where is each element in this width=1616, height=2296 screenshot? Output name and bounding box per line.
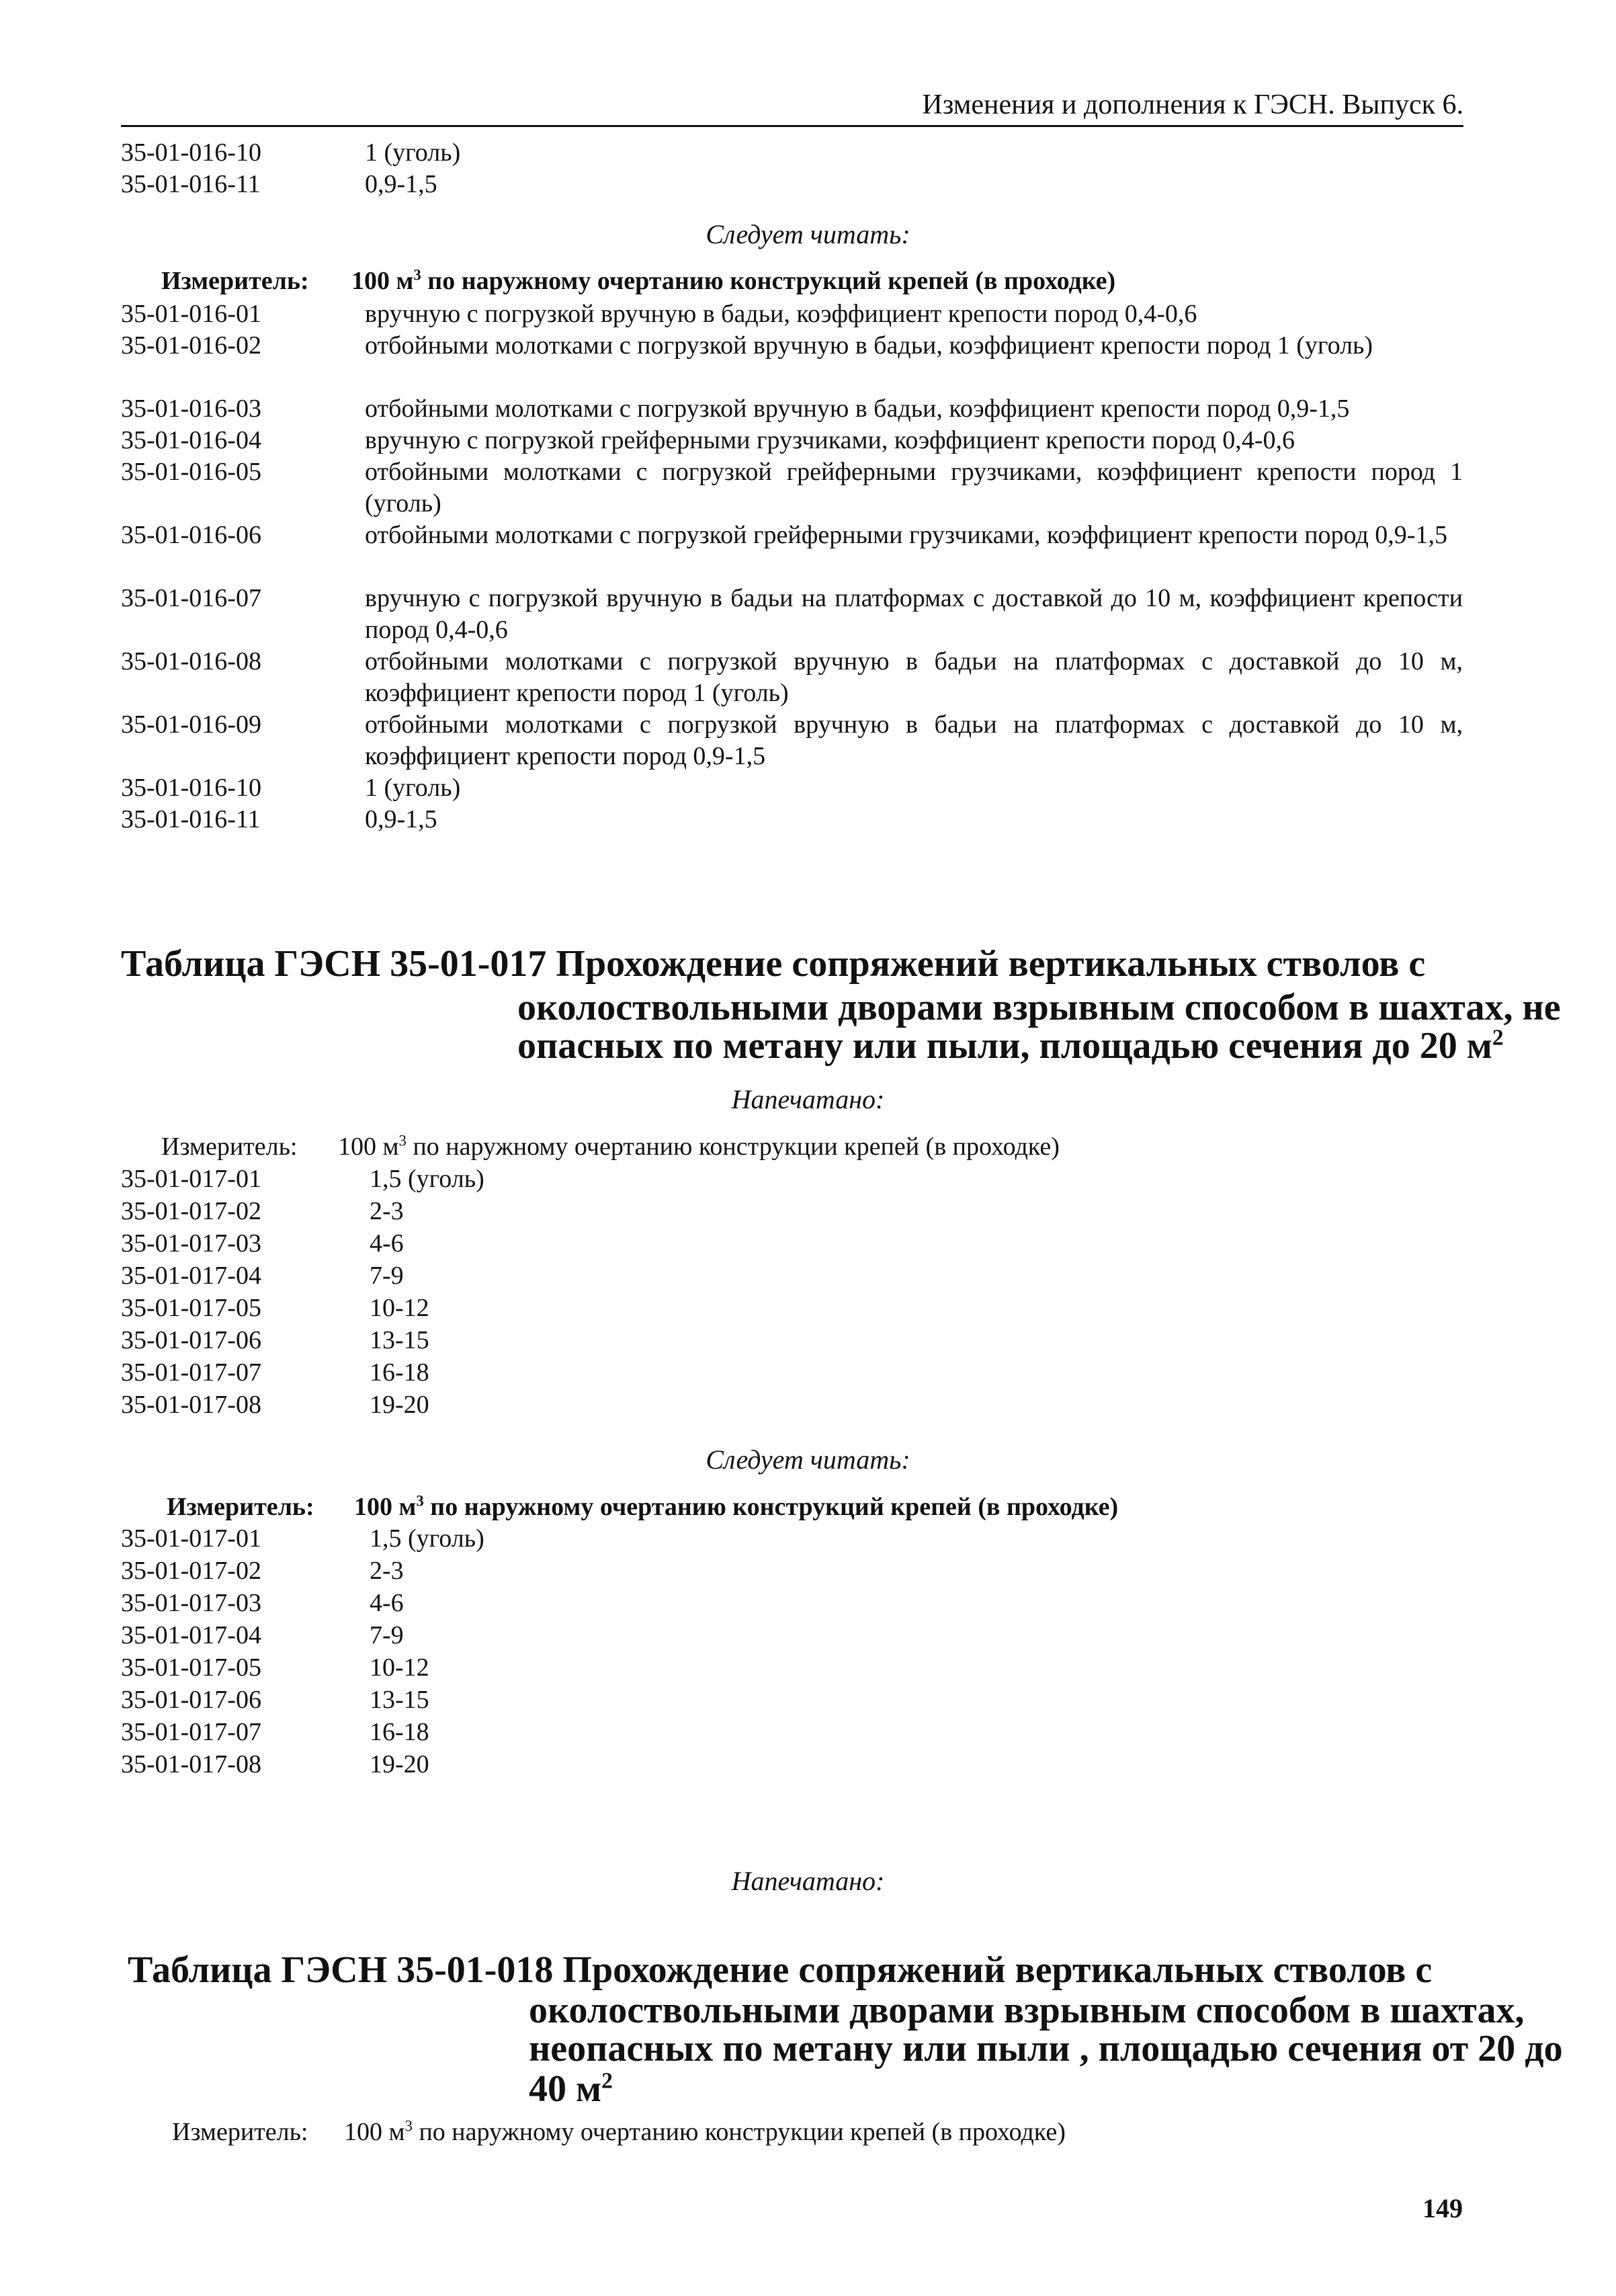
should-read-label: Следует читать: (706, 1444, 910, 1475)
norm-code: 35-01-017-03 (121, 1589, 261, 1617)
measure-line (161, 1132, 298, 1161)
measure-line (161, 266, 309, 296)
norm-code: 35-01-016-06 (121, 521, 261, 549)
norm-desc: 19-20 (370, 1750, 429, 1778)
norm-desc: 0,9-1,5 (365, 805, 437, 833)
measure-label: Измеритель: (161, 267, 309, 295)
norm-code: 35-01-017-01 (121, 1165, 261, 1193)
page-number: 149 (1422, 2193, 1463, 2223)
norm-code: 35-01-017-02 (121, 1197, 261, 1225)
table-title-018-line2: околоствольными дворами взрывным способом в шахтах, (529, 1990, 1525, 2031)
norm-desc: вручную с погрузкой вручную в бадьи на платформах с доставкой до 10 м, коэффициент крепости пород 0,4-0,6 (365, 584, 1463, 644)
norm-desc: отбойными молотками с погрузкой грейферными грузчиками, коэффициент крепости пород 0,9-1,5 (365, 521, 1447, 549)
printed-label: Напечатано: (731, 1084, 885, 1114)
norm-code: 35-01-016-10 (121, 774, 261, 802)
norm-desc: 1 (уголь) (365, 774, 461, 802)
norm-desc: 16-18 (370, 1358, 429, 1387)
norm-desc: 13-15 (370, 1686, 429, 1714)
norm-code: 35-01-016-11 (121, 805, 261, 833)
table-title-018-line3: неопасных по метану или пыли , площадью сечения от 20 до (529, 2028, 1563, 2069)
norm-desc: отбойными молотками с погрузкой грейферными грузчиками, коэффициент крепости пород 1 (уголь) (365, 458, 1463, 518)
norm-code: 35-01-017-04 (121, 1262, 261, 1290)
norm-desc: 7-9 (370, 1621, 404, 1649)
table-title-017: Таблица ГЭСН 35-01-017 Прохождение сопряжений вертикальных стволов с (121, 943, 1426, 985)
norm-code: 35-01-017-08 (121, 1750, 261, 1778)
norm-code: 35-01-017-02 (121, 1557, 261, 1585)
norm-desc: 16-18 (370, 1718, 429, 1746)
norm-code: 35-01-016-07 (121, 584, 261, 612)
norm-code: 35-01-016-04 (121, 426, 261, 454)
header-rule (121, 125, 1463, 127)
norm-code: 35-01-016-09 (121, 710, 261, 739)
measure-value: 100 $м^3$ по наружному очертанию конструкции крепей (в проходке) (344, 2117, 1066, 2146)
norm-code: 35-01-016-03 (121, 395, 261, 423)
norm-code: 35-01-017-03 (121, 1229, 261, 1258)
norm-code: 35-01-017-05 (121, 1294, 261, 1322)
measure-label: Измеритель: (167, 1493, 314, 1521)
norm-desc: 13-15 (370, 1326, 429, 1354)
table-title-017-line3: опасных по метану или пыли, площадью сечения до 20 $м^2$ (517, 1025, 1504, 1067)
norm-code: 35-01-017-01 (121, 1524, 261, 1553)
norm-code: 35-01-017-04 (121, 1621, 261, 1649)
norm-desc: 1,5 (уголь) (370, 1165, 484, 1193)
norm-code: 35-01-016-01 (121, 300, 261, 328)
measure-value: 100 $м^3$ по наружному очертанию конструкций крепей (в проходке) (354, 1492, 1119, 1521)
norm-code: 35-01-017-06 (121, 1686, 261, 1714)
measure-value: 100 $м^3$ по наружному очертанию конструкций крепей (в проходке) (351, 266, 1116, 295)
norm-code: 35-01-016-08 (121, 647, 261, 675)
running-header: Изменения и дополнения к ГЭСН. Выпуск 6. (922, 89, 1463, 120)
norm-code: 35-01-017-08 (121, 1391, 261, 1419)
printed-label: Напечатано: (731, 1866, 885, 1896)
norm-desc: отбойными молотками с погрузкой вручную в бадьи на платформах с доставкой до 10 м, коэффициент крепости пород 1 (уголь) (365, 647, 1463, 707)
norm-desc: 4-6 (370, 1589, 404, 1617)
norm-desc: 2-3 (370, 1557, 404, 1585)
norm-code: 35-01-017-07 (121, 1358, 261, 1387)
measure-value: 100 $м^3$ по наружному очертанию конструкции крепей (в проходке) (338, 1132, 1060, 1161)
table-title-018: Таблица ГЭСН 35-01-018 Прохождение сопряжений вертикальных стволов с (128, 1949, 1433, 1991)
norm-code: 35-01-017-06 (121, 1326, 261, 1354)
table-title-017-line2: околоствольными дворами взрывным способом в шахтах, не (517, 987, 1561, 1028)
norm-desc: отбойными молотками с погрузкой вручную в бадьи на платформах с доставкой до 10 м, коэффициент крепости пород 0,9-1,5 (365, 710, 1463, 770)
norm-desc: 1,5 (уголь) (370, 1524, 484, 1553)
should-read-label: Следует читать: (706, 219, 910, 249)
norm-desc: 10-12 (370, 1653, 429, 1682)
norm-desc: 19-20 (370, 1391, 429, 1419)
norm-desc: отбойными молотками с погрузкой вручную в бадьи, коэффициент крепости пород 0,9-1,5 (365, 395, 1350, 423)
norm-code: 35-01-017-07 (121, 1718, 261, 1746)
norm-code: 35-01-016-02 (121, 331, 261, 360)
measure-line (172, 2117, 308, 2147)
measure-line (167, 1492, 314, 1522)
norm-code: 35-01-016-11 (121, 170, 261, 198)
norm-code: 35-01-016-10 (121, 138, 261, 167)
norm-code: 35-01-016-05 (121, 458, 261, 486)
norm-desc: 2-3 (370, 1197, 404, 1225)
measure-label: Измеритель: (161, 1133, 298, 1161)
norm-desc: 4-6 (370, 1229, 404, 1258)
norm-desc: 0,9-1,5 (365, 170, 437, 198)
table-title-018-line4: 40 $м^2$ (529, 2068, 613, 2110)
norm-code: 35-01-017-05 (121, 1653, 261, 1682)
norm-desc: отбойными молотками с погрузкой вручную в бадьи, коэффициент крепости пород 1 (уголь) (365, 331, 1373, 360)
norm-desc: вручную с погрузкой грейферными грузчиками, коэффициент крепости пород 0,4-0,6 (365, 426, 1295, 454)
norm-desc: 10-12 (370, 1294, 429, 1322)
measure-label: Измеритель: (172, 2118, 308, 2146)
norm-desc: 1 (уголь) (365, 138, 461, 167)
norm-desc: вручную с погрузкой вручную в бадьи, коэффициент крепости пород 0,4-0,6 (365, 300, 1197, 328)
norm-desc: 7-9 (370, 1262, 404, 1290)
